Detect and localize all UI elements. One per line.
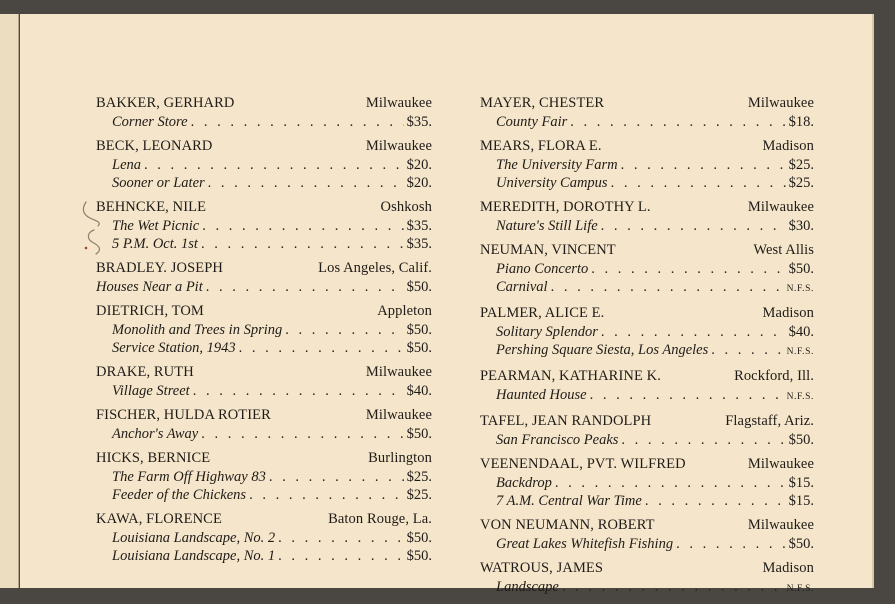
artwork-price: $50. xyxy=(788,536,814,552)
artwork-row xyxy=(480,217,814,235)
artist-location: Madison xyxy=(762,138,814,154)
artwork-row xyxy=(480,535,814,553)
artist-name: DIETRICH, TOM xyxy=(96,303,204,319)
artwork-row xyxy=(480,113,814,131)
dot-leader xyxy=(621,156,786,174)
artist-entry xyxy=(480,559,814,598)
artist-name: VEENENDAAL, PVT. WILFRED xyxy=(480,456,686,472)
artist-entry xyxy=(480,367,814,406)
artwork-title: 7 A.M. Central War Time xyxy=(496,493,642,509)
artwork-row xyxy=(96,547,432,565)
dot-leader xyxy=(591,260,785,278)
artwork-title: Louisiana Landscape, No. 1 xyxy=(112,548,276,564)
artwork-title: Village Street xyxy=(112,383,190,399)
artwork-title: Piano Concerto xyxy=(496,261,589,277)
artist-entry xyxy=(96,363,432,400)
artist-header xyxy=(480,137,814,156)
artist-location: Rockford, Ill. xyxy=(734,368,814,384)
artist-location: Milwaukee xyxy=(365,364,432,380)
artwork-title: Corner Store xyxy=(112,114,188,130)
artist-entry xyxy=(96,406,432,443)
artwork-title: University Campus xyxy=(496,175,608,191)
artwork-price: $40. xyxy=(788,324,814,340)
artwork-price: $15. xyxy=(788,493,814,509)
artist-name: MEARS, FLORA E. xyxy=(480,138,602,154)
artwork-row xyxy=(96,339,432,357)
artist-entry xyxy=(480,137,814,192)
artwork-price: $18. xyxy=(788,114,814,130)
artist-entry xyxy=(480,516,814,553)
artwork-price: $25. xyxy=(788,157,814,173)
artist-header xyxy=(480,241,814,260)
artist-entry xyxy=(96,302,432,357)
artwork-row xyxy=(96,468,432,486)
artist-name: MEREDITH, DOROTHY L. xyxy=(480,199,651,215)
artist-location: Madison xyxy=(762,560,814,576)
artwork-title: Houses Near a Pit xyxy=(96,279,203,295)
artwork-title: San Francisco Peaks xyxy=(496,432,619,448)
artwork-title: The Wet Picnic xyxy=(112,218,200,234)
artist-header xyxy=(480,304,814,323)
artwork-price: $15. xyxy=(788,475,814,491)
artwork-title: Sooner or Later xyxy=(112,175,205,191)
artwork-row xyxy=(96,382,432,400)
artist-entry xyxy=(96,510,432,565)
artist-location: Baton Rouge, La. xyxy=(328,511,432,527)
artwork-row xyxy=(480,386,814,406)
artist-location: Milwaukee xyxy=(365,407,432,423)
dot-leader xyxy=(249,486,404,504)
artist-header xyxy=(480,367,814,386)
artwork-title: Great Lakes Whitefish Fishing xyxy=(496,536,674,552)
artwork-price: $50. xyxy=(788,261,814,277)
artist-header xyxy=(480,455,814,474)
artwork-title: Backdrop xyxy=(496,475,552,491)
artist-entry xyxy=(480,412,814,449)
dot-leader xyxy=(562,578,784,596)
artist-name: BRADLEY. JOSEPH xyxy=(96,260,223,276)
artwork-row xyxy=(96,217,432,235)
dot-leader xyxy=(570,113,785,131)
dot-leader xyxy=(601,217,786,235)
artist-header xyxy=(480,516,814,535)
dot-leader xyxy=(278,547,403,565)
dot-leader xyxy=(590,386,784,404)
artwork-price: $25. xyxy=(406,469,432,485)
dot-leader xyxy=(611,174,786,192)
artwork-price: N.F.S. xyxy=(786,347,814,357)
artwork-row xyxy=(96,235,432,253)
artwork-title: 5 P.M. Oct. 1st xyxy=(112,236,198,252)
artist-entry xyxy=(96,198,432,253)
artwork-price: $50. xyxy=(788,432,814,448)
artist-header xyxy=(480,94,814,113)
artwork-price: N.F.S. xyxy=(786,284,814,294)
right-column xyxy=(480,94,814,604)
artist-entry xyxy=(96,449,432,504)
artist-name: HICKS, BERNICE xyxy=(96,450,211,466)
artist-location: Appleton xyxy=(377,303,432,319)
artwork-title: Anchor's Away xyxy=(112,426,199,442)
artwork-price: N.F.S. xyxy=(786,584,814,594)
artwork-title: Pershing Square Siesta, Los Angeles xyxy=(496,342,709,358)
artwork-title: Feeder of the Chickens xyxy=(112,487,247,503)
artwork-title: County Fair xyxy=(496,114,568,130)
dot-leader xyxy=(285,321,403,339)
artwork-row xyxy=(480,341,814,361)
artwork-row xyxy=(96,156,432,174)
artist-location: Milwaukee xyxy=(747,199,814,215)
artwork-price: $50. xyxy=(406,530,432,546)
artist-name: BEHNCKE, NILE xyxy=(96,199,207,215)
dot-leader xyxy=(676,535,786,553)
artwork-title: Louisiana Landscape, No. 2 xyxy=(112,530,276,546)
dot-leader xyxy=(601,323,786,341)
artwork-price: $35. xyxy=(406,114,432,130)
dot-leader xyxy=(278,529,403,547)
artwork-row xyxy=(96,278,432,296)
artist-header xyxy=(96,198,432,217)
artist-header xyxy=(480,559,814,578)
artist-entry xyxy=(96,259,432,296)
artist-location: Oshkosh xyxy=(380,199,432,215)
artist-header xyxy=(480,412,814,431)
catalog-page xyxy=(20,14,872,595)
dot-leader xyxy=(551,278,784,296)
artist-location: Milwaukee xyxy=(365,138,432,154)
artwork-title: Carnival xyxy=(496,279,548,295)
artist-location: West Allis xyxy=(753,242,814,258)
artwork-title: Service Station, 1943 xyxy=(112,340,236,356)
artist-entry xyxy=(480,198,814,235)
artwork-price: $50. xyxy=(406,340,432,356)
dot-leader xyxy=(269,468,404,486)
artwork-price: $35. xyxy=(406,236,432,252)
artwork-price: $50. xyxy=(406,548,432,564)
artwork-row xyxy=(480,278,814,298)
artist-name: KAWA, FLORENCE xyxy=(96,511,222,527)
artwork-price: N.F.S. xyxy=(786,392,814,402)
artist-header xyxy=(96,94,432,113)
artist-name: WATROUS, JAMES xyxy=(480,560,604,576)
artist-location: Madison xyxy=(762,305,814,321)
artwork-price: $20. xyxy=(406,175,432,191)
artwork-title: Haunted House xyxy=(496,387,587,403)
artist-header xyxy=(96,406,432,425)
dot-leader xyxy=(555,474,786,492)
artwork-price: $25. xyxy=(788,175,814,191)
artist-location: Milwaukee xyxy=(747,517,814,533)
dot-leader xyxy=(191,113,404,131)
artist-name: PEARMAN, KATHARINE K. xyxy=(480,368,661,384)
artwork-price: $35. xyxy=(406,218,432,234)
artwork-title: Monolith and Trees in Spring xyxy=(112,322,283,338)
artwork-price: $50. xyxy=(406,426,432,442)
dot-leader xyxy=(206,278,404,296)
dot-leader xyxy=(645,492,786,510)
dot-leader xyxy=(621,431,785,449)
artwork-price: $25. xyxy=(406,487,432,503)
artwork-row xyxy=(480,474,814,492)
artist-entry xyxy=(480,241,814,298)
artist-header xyxy=(96,137,432,156)
dot-leader xyxy=(202,217,403,235)
dot-leader xyxy=(201,425,403,443)
artist-location: Milwaukee xyxy=(747,95,814,111)
artist-location: Flagstaff, Ariz. xyxy=(725,413,814,429)
artwork-price: $20. xyxy=(406,157,432,173)
artist-name: NEUMAN, VINCENT xyxy=(480,242,616,258)
artist-header xyxy=(96,259,432,278)
artist-name: DRAKE, RUTH xyxy=(96,364,194,380)
dot-leader xyxy=(711,341,783,359)
artist-header xyxy=(96,363,432,382)
artwork-price: $30. xyxy=(788,218,814,234)
left-column xyxy=(96,94,432,571)
artist-location: Burlington xyxy=(368,450,432,466)
artwork-row xyxy=(96,174,432,192)
artwork-row xyxy=(480,578,814,598)
artist-entry xyxy=(96,94,432,131)
artwork-title: Solitary Splendor xyxy=(496,324,598,340)
artwork-title: Lena xyxy=(112,157,141,173)
artist-name: TAFEL, JEAN RANDOLPH xyxy=(480,413,652,429)
artist-entry xyxy=(96,137,432,192)
artist-header xyxy=(480,198,814,217)
artwork-row xyxy=(96,486,432,504)
artwork-price: $50. xyxy=(406,322,432,338)
dot-leader xyxy=(193,382,404,400)
artist-location: Los Angeles, Calif. xyxy=(318,260,432,276)
artist-name: VON NEUMANN, ROBERT xyxy=(480,517,655,533)
artwork-title: Nature's Still Life xyxy=(496,218,598,234)
artist-location: Milwaukee xyxy=(365,95,432,111)
artwork-row xyxy=(480,431,814,449)
artwork-row xyxy=(96,321,432,339)
artist-header xyxy=(96,302,432,321)
artist-header xyxy=(96,510,432,529)
artwork-title: The Farm Off Highway 83 xyxy=(112,469,266,485)
artist-entry xyxy=(480,455,814,510)
artist-name: BAKKER, GERHARD xyxy=(96,95,235,111)
artwork-price: $40. xyxy=(406,383,432,399)
artwork-row xyxy=(96,529,432,547)
artwork-title: Landscape xyxy=(496,579,559,595)
artist-entry xyxy=(480,304,814,361)
artist-header xyxy=(96,449,432,468)
artwork-row xyxy=(96,113,432,131)
dot-leader xyxy=(208,174,404,192)
artwork-title: The University Farm xyxy=(496,157,618,173)
artwork-row xyxy=(480,156,814,174)
artwork-row xyxy=(480,323,814,341)
previous-page-edge xyxy=(0,14,19,588)
artist-location: Milwaukee xyxy=(747,456,814,472)
artwork-row xyxy=(96,425,432,443)
artwork-price: $50. xyxy=(406,279,432,295)
dot-leader xyxy=(239,339,404,357)
artist-name: PALMER, ALICE E. xyxy=(480,305,605,321)
artist-name: BECK, LEONARD xyxy=(96,138,213,154)
dot-leader xyxy=(144,156,404,174)
artwork-row xyxy=(480,492,814,510)
artist-entry xyxy=(480,94,814,131)
dot-leader xyxy=(201,235,404,253)
artwork-row xyxy=(480,260,814,278)
artist-name: FISCHER, HULDA ROTIER xyxy=(96,407,271,423)
artist-name: MAYER, CHESTER xyxy=(480,95,605,111)
artwork-row xyxy=(480,174,814,192)
